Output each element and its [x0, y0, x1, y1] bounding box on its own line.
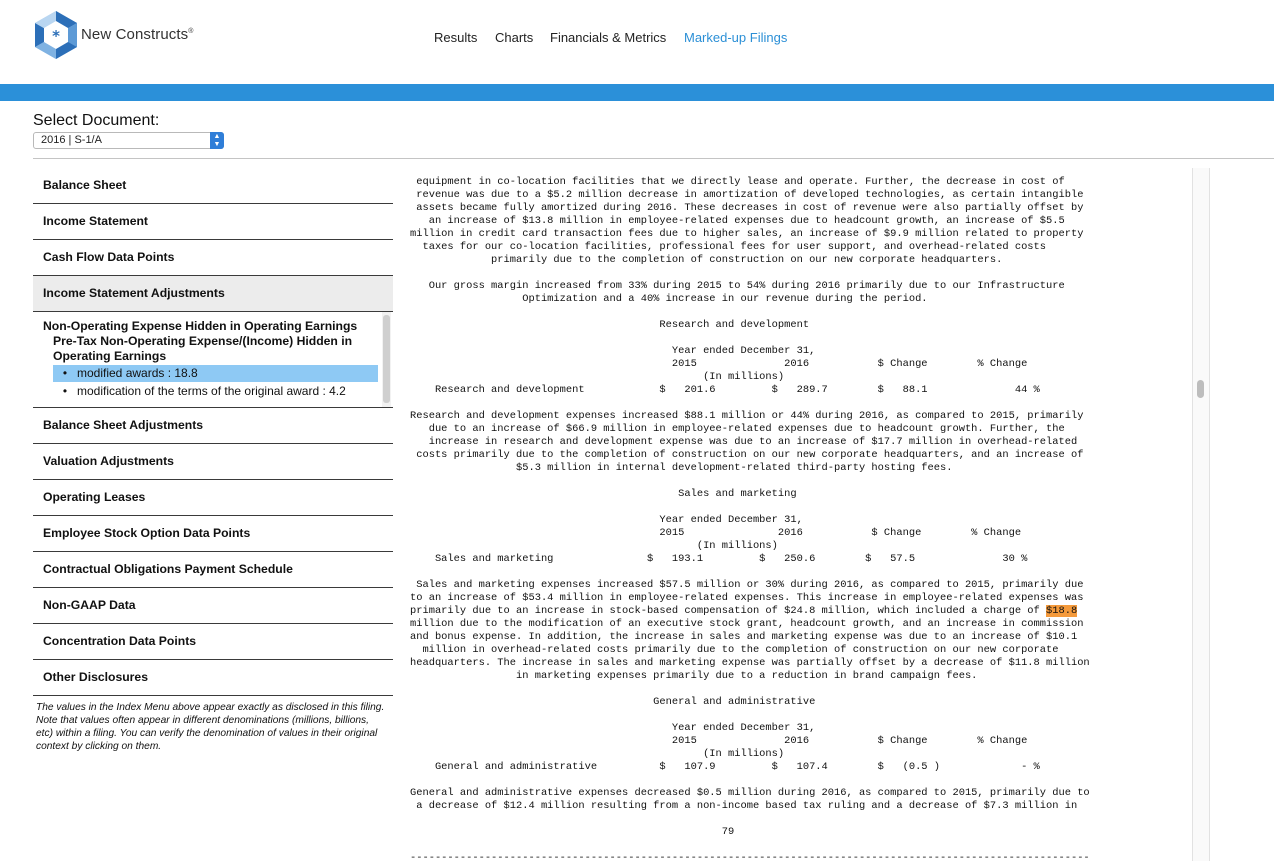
- expanded-subheading[interactable]: Pre-Tax Non-Operating Expense/(Income) Hidden in Operating Earnings: [53, 334, 353, 363]
- nav-results[interactable]: Results: [434, 30, 478, 45]
- filing-document: [410, 176, 1145, 861]
- new-constructs-logo-icon[interactable]: [32, 10, 80, 60]
- sidebar-item-valuation-adjustments[interactable]: Valuation Adjustments: [33, 444, 393, 480]
- document-scroll-thumb[interactable]: [1197, 380, 1204, 398]
- document-scrollbar[interactable]: [1192, 168, 1210, 861]
- index-menu: [33, 168, 393, 753]
- sidebar-item-income-statement-adjustments[interactable]: Income Statement Adjustments: [33, 276, 393, 312]
- sidebar-item-cash-flow-data-points[interactable]: Cash Flow Data Points: [33, 240, 393, 276]
- bullet-icon: •: [62, 384, 68, 398]
- expanded-section: [33, 312, 393, 408]
- sidebar-item-concentration-data-points[interactable]: Concentration Data Points: [33, 624, 393, 660]
- menu-entry[interactable]: [53, 383, 378, 400]
- filing-text-part: million due to the modification of an executive stock grant, headcount growth, and an increase in commission and bonus expense. In addition, the increase in sales and marketing expense was due to an increase of $10.1 million in overhead-related costs primarily due to the completion of construction on our new corporate headquarters. The increase in sales and marketing expense was partially offset by a decrease of $11.8 million in marketing expenses primarily due to a reduction in brand campaign fees. General and administrative Year ended December 31, 2015 2016 $ Change % Change (In millions) General and administrative $ 107.9 $ 107.4 $ (0.5 ) - % General and administrative expenses decreased $0.5 million during 2016, as compared to 2015, primarily due to a decrease of $12.4 million resulting from a non-income based tax ruling and a decrease of $7.3 million in 79 -------------------------------------------------------------------------------------------------------------: [410, 618, 1090, 861]
- highlighted-value[interactable]: $18.8: [1046, 605, 1078, 617]
- filing-text: [410, 176, 1145, 861]
- svg-text:*: *: [52, 27, 60, 45]
- sidebar-item-contractual-obligations-payment-schedule[interactable]: Contractual Obligations Payment Schedule: [33, 552, 393, 588]
- expanded-heading[interactable]: Non-Operating Expense Hidden in Operating Earnings: [43, 319, 358, 333]
- menu-entry[interactable]: [53, 365, 378, 382]
- sidebar-item-operating-leases[interactable]: Operating Leases: [33, 480, 393, 516]
- filing-text-part: equipment in co-location facilities that we directly lease and operate. Further, the decrease in cost of revenue was due to a $5.2 million decrease in amortization of developed technologies, as certain intangible assets became fully amortized during 2016. These decreases in cost of revenue were also partially offset by an increase of $13.8 million in employee-related expenses due to headcount growth, an increase of $5.5 million in credit card transaction fees due to higher sales, an increase of $9.9 million related to property taxes for our co-location facilities, professional fees for user support, and overhead-related costs primarily due to the completion of construction on our new corporate headquarters. Our gross margin increased from 33% during 2015 to 54% during 2016 primarily due to our Infrastructure Optimization and a 40% increase in our revenue during the period. Research and development Year ended December 31, 2015 2016 $ Change % Change (In millions) Research and development $ 201.6 $ 289.7 $ 88.1 44 % Research and development expenses increased $88.1 million or 44% during 2016, as compared to 2015, primarily due to an increase of $66.9 million in employee-related expenses due to headcount growth. Further, the increase in research and development expense was due to an increase of $17.7 million in overhead-related costs primarily due to the completion of construction on our new corporate headquarters, and an increase of $5.3 million in internal development-related third-party hosting fees. Sales and marketing Year ended December 31, 2015 2016 $ Change % Change (In millions) Sales and marketing $ 193.1 $ 250.6 $ 57.5 30 % Sales and marketing expenses increased $57.5 million or 30% during 2016, as compared to 2015, primarily due to an increase of $53.4 million in employee-related expenses. This increase in employee-related expenses was primarily due to an increase in stock-based compensation of $24.8 million, which included a charge of: [410, 176, 1084, 617]
- expanded-scroll-thumb[interactable]: [383, 315, 390, 403]
- sidebar-item-balance-sheet-adjustments[interactable]: Balance Sheet Adjustments: [33, 408, 393, 444]
- sidebar-item-other-disclosures[interactable]: Other Disclosures: [33, 660, 393, 696]
- nav-charts[interactable]: Charts: [495, 30, 534, 45]
- header-accent-bar: [0, 84, 1274, 101]
- bullet-icon: •: [62, 366, 68, 380]
- document-select-value: 2016 | S-1/A: [41, 134, 102, 146]
- menu-entry-label: modification of the terms of the original award : 4.2: [77, 384, 346, 398]
- menu-entry-label: modified awards : 18.8: [77, 366, 198, 380]
- header: [0, 0, 1274, 84]
- sidebar-item-income-statement[interactable]: Income Statement: [33, 204, 393, 240]
- nav-marked-up-filings[interactable]: Marked-up Filings: [684, 30, 788, 45]
- document-select[interactable]: [33, 132, 224, 149]
- sidebar-item-employee-stock-option-data-points[interactable]: Employee Stock Option Data Points: [33, 516, 393, 552]
- select-document-label: Select Document:: [33, 112, 160, 129]
- select-chevrons-icon[interactable]: ▲ ▼: [210, 132, 224, 149]
- expanded-scrollbar[interactable]: [382, 312, 391, 407]
- sidebar-item-non-gaap-data[interactable]: Non-GAAP Data: [33, 588, 393, 624]
- index-menu-disclaimer: The values in the Index Menu above appear exactly as disclosed in this filing. Note that values often appear in different denominations (millions, billions, etc) within a filing. You can verify the denomination of values in their original context by clicking on them.: [36, 702, 385, 752]
- divider: [33, 158, 1274, 159]
- nav-financials-metrics[interactable]: Financials & Metrics: [550, 30, 667, 45]
- sidebar-item-balance-sheet[interactable]: Balance Sheet: [33, 168, 393, 204]
- brand-name[interactable]: New Constructs®: [81, 26, 194, 43]
